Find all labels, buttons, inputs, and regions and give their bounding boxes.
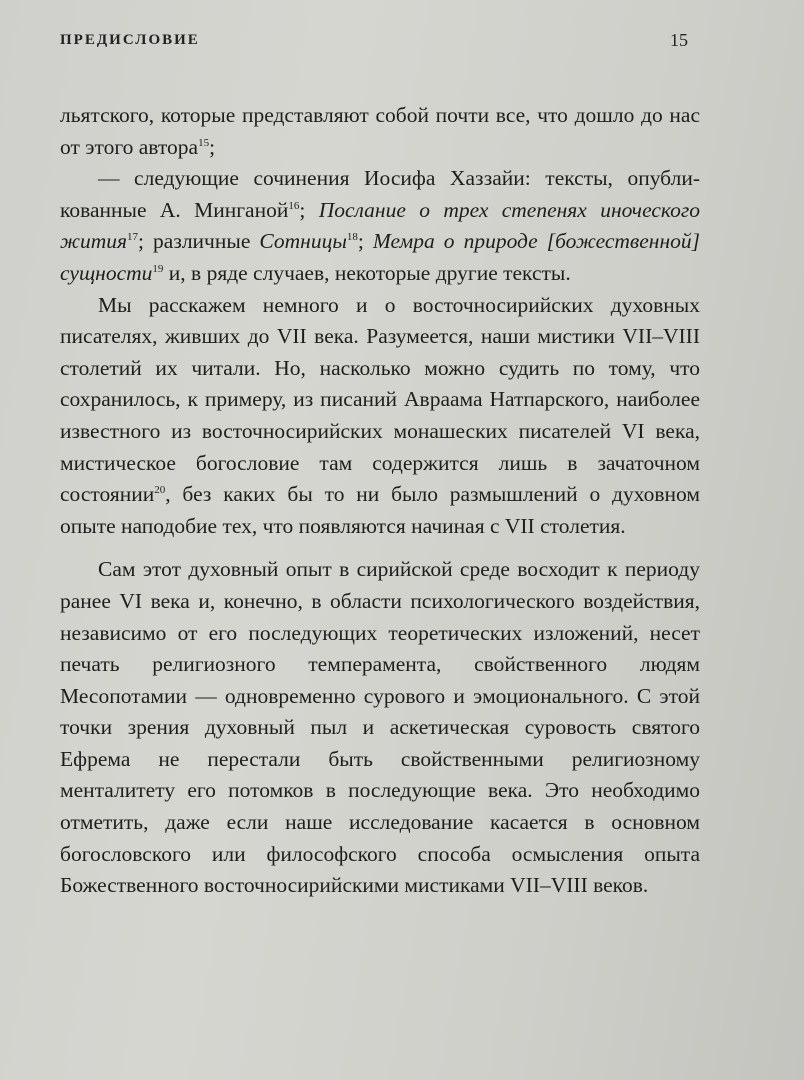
text-run: и, в ряде случаев, некоторые другие тексты. xyxy=(163,260,571,285)
running-head xyxy=(60,28,700,58)
text-run: — следующие сочинения Иосифа Хаззайи: тексты, опубликованные А. Минганой xyxy=(60,166,700,222)
section-title: ПРЕДИСЛОВИЕ xyxy=(60,32,200,48)
text-run: ; xyxy=(357,229,373,254)
footnote-ref: 20 xyxy=(154,483,166,496)
text-run: Мы расскажем немного и о восточносирийских духовных писателях, живших до VII века. Разумеется, наши мистики VII–VIII столетий их читали. Но, насколько можно судить по тому, что сохранилось, к примеру, из писаний Авраама Натпарского, наиболее известного из восточносирийских монашеских писателей VI века, мистическое богословие там содержится лишь в зачаточном состоянии xyxy=(60,292,700,507)
body-text xyxy=(60,100,700,902)
footnote-ref: 18 xyxy=(346,231,358,244)
text-run: Сам этот духовный опыт в сирийской среде восходит к периоду ранее VI века и, конечно, в области психологического воздействия, независимо от его последующих теоретических изложений, несет печать религиозного темперамента, свойственного людям Месопотамии — одновременно сурового и эмоционального. С этой точки зрения духовный пыл и аскетическая суровость святого Ефрема не перестали быть свойственными религиозному менталитету его потомков в последующие века. Это необходимо отметить, даже если наше исследование касается в основном богословского или философского способа осмысления опыта Божественного восточносирийскими мистиками VII–VIII веков. xyxy=(60,557,700,898)
text-run: ; xyxy=(209,134,216,159)
text-run: льятского, которые представляют собой почти все, что дошло до нас от этого автора xyxy=(60,103,700,159)
page-number: 15 xyxy=(670,30,688,50)
footnote-ref: 15 xyxy=(198,136,210,149)
italic-title: Мемра о природе [божественной] сущности xyxy=(60,229,700,285)
italic-title: Послание о трех степенях иноческого жития xyxy=(60,197,700,254)
text-run: , без каких бы то ни было размышлений о духовном опыте наподобие тех, что появляются начиная с VII столетия. xyxy=(60,482,700,538)
paragraph-4 xyxy=(60,554,700,902)
paragraph-1 xyxy=(60,100,700,163)
paragraph-3 xyxy=(60,290,700,543)
italic-title: Сотницы xyxy=(259,229,347,254)
footnote-ref: 17 xyxy=(127,231,139,244)
paragraph-2 xyxy=(60,163,700,289)
text-run: ; различные xyxy=(138,229,260,254)
footnote-ref: 19 xyxy=(152,262,164,275)
text-run: ; xyxy=(299,197,319,222)
footnote-ref: 16 xyxy=(288,199,300,212)
